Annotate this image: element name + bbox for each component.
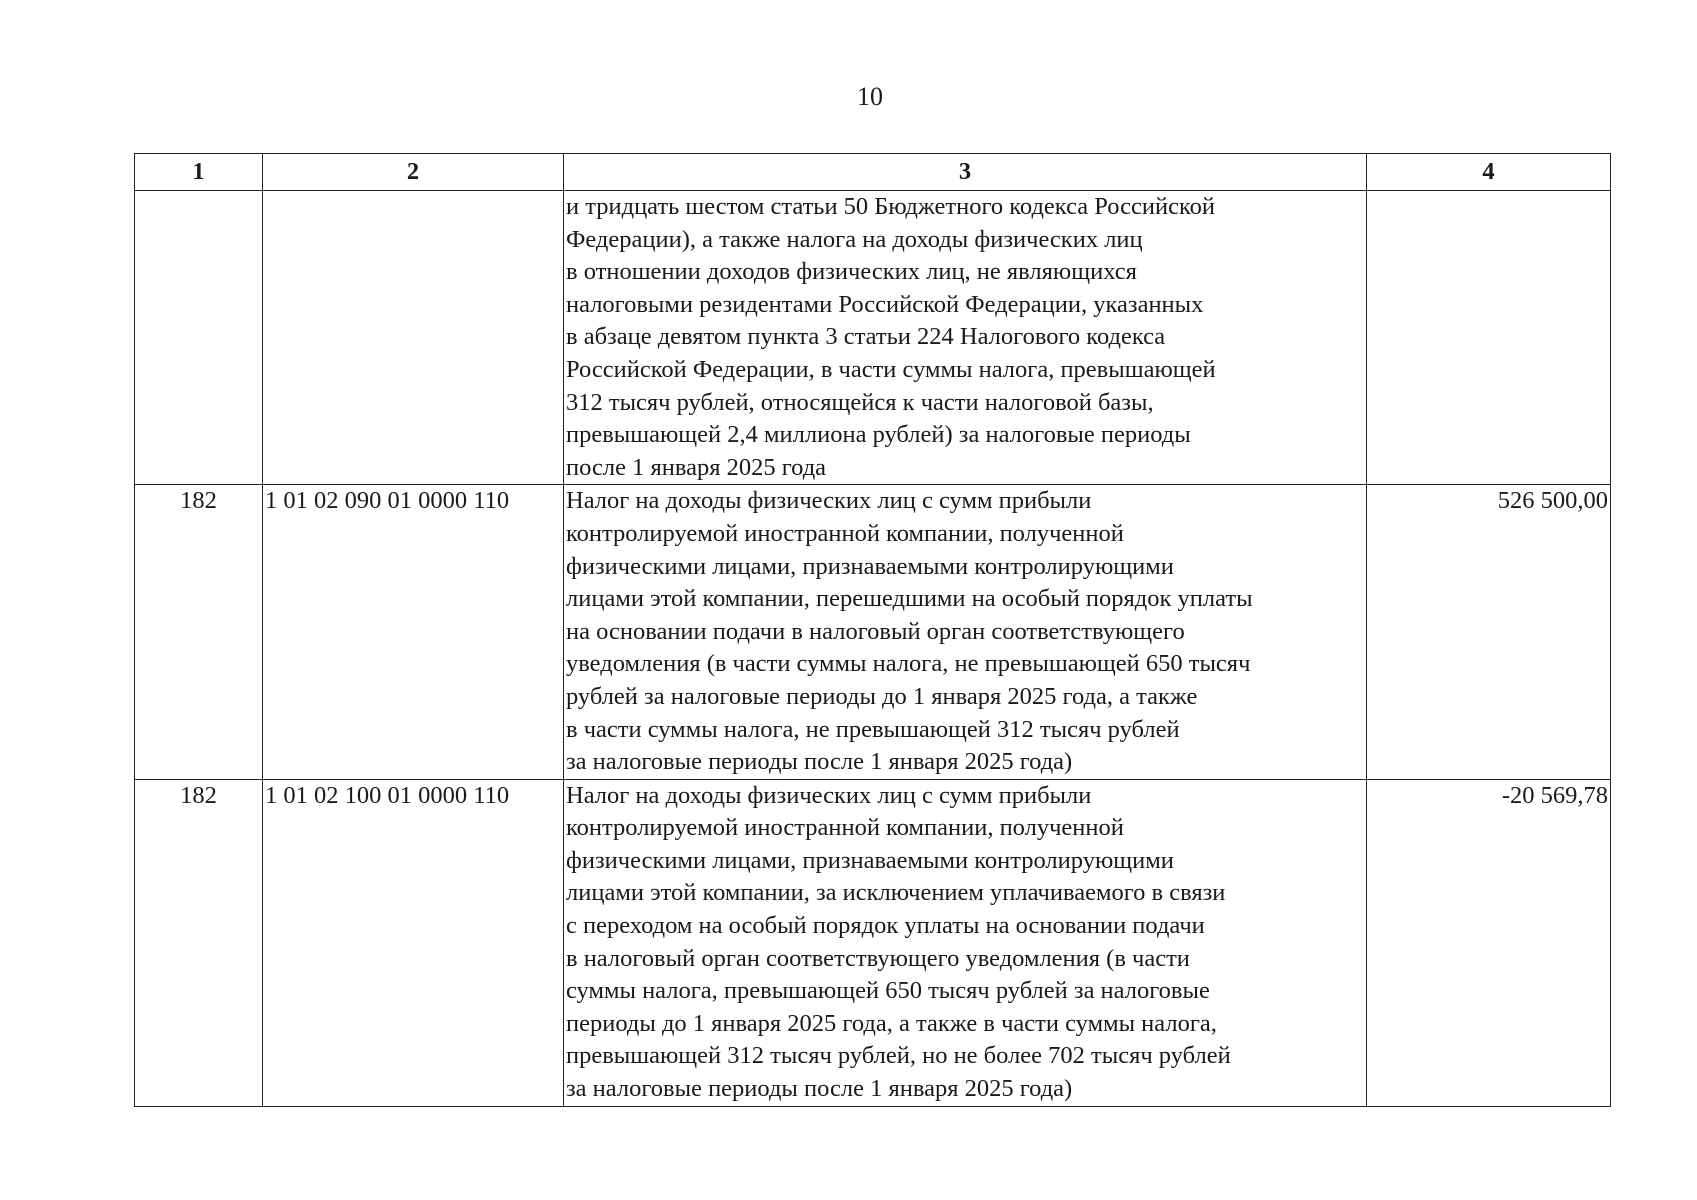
description-line: в отношении доходов физических лиц, не являющихся — [566, 258, 1137, 286]
description-line: в части суммы налога, не превышающей 312 тысяч рублей — [566, 715, 1180, 743]
amount-cell — [1367, 191, 1611, 485]
description-line: в налоговый орган соответствующего уведомления (в части — [566, 944, 1190, 972]
description-line: Налог на доходы физических лиц с сумм прибыли — [566, 487, 1092, 515]
budget-table — [134, 153, 1611, 1107]
description-line: 312 тысяч рублей, относящейся к части налоговой базы, — [566, 388, 1154, 416]
description-cell — [564, 191, 1367, 485]
description-line: с переходом на особый порядок уплаты на основании подачи — [566, 912, 1205, 940]
description-line: рублей за налоговые периоды до 1 января 2025 года, а также — [566, 682, 1198, 710]
description-line: Российской Федерации, в части суммы налога, превышающей — [566, 355, 1216, 383]
header-col-3: 3 — [564, 154, 1367, 191]
description-line: Налог на доходы физических лиц с сумм прибыли — [566, 781, 1092, 809]
table-row — [135, 485, 1611, 779]
description-cell — [564, 485, 1367, 779]
amount-cell: -20 569,78 — [1367, 779, 1611, 1106]
description-line: физическими лицами, признаваемыми контролирующими — [566, 552, 1174, 580]
table-row — [135, 191, 1611, 485]
description-line: лицами этой компании, за исключением уплачиваемого в связи — [566, 879, 1226, 907]
amount-cell: 526 500,00 — [1367, 485, 1611, 779]
table-row — [135, 779, 1611, 1106]
table-header-row — [135, 154, 1611, 191]
description-line: периоды до 1 января 2025 года, а также в части суммы налога, — [566, 1009, 1217, 1037]
description-line: физическими лицами, признаваемыми контролирующими — [566, 846, 1174, 874]
description-line: превышающей 2,4 миллиона рублей) за налоговые периоды — [566, 421, 1191, 449]
header-col-1: 1 — [135, 154, 263, 191]
description-line: за налоговые периоды после 1 января 2025 года) — [566, 1075, 1073, 1103]
kbk-code-cell — [263, 191, 564, 485]
description-line: за налоговые периоды после 1 января 2025 года) — [566, 748, 1073, 776]
admin-code-cell — [135, 191, 263, 485]
kbk-code-cell: 1 01 02 100 01 0000 110 — [263, 779, 564, 1106]
description-cell — [564, 779, 1367, 1106]
description-line: превышающей 312 тысяч рублей, но не более 702 тысяч рублей — [566, 1042, 1231, 1070]
description-line: лицами этой компании, перешедшими на особый порядок уплаты — [566, 585, 1253, 613]
page-number: 10 — [857, 82, 883, 111]
description-line: налоговыми резидентами Российской Федерации, указанных — [566, 290, 1204, 318]
header-col-4: 4 — [1367, 154, 1611, 191]
description-line: суммы налога, превышающей 650 тысяч рублей за налоговые — [566, 977, 1210, 1005]
description-line: после 1 января 2025 года — [566, 453, 827, 481]
description-line: в абзаце девятом пункта 3 статьи 224 Налогового кодекса — [566, 323, 1166, 351]
description-line: контролируемой иностранной компании, полученной — [566, 814, 1124, 842]
description-line: контролируемой иностранной компании, полученной — [566, 519, 1124, 547]
admin-code-cell: 182 — [135, 485, 263, 779]
description-line: и тридцать шестом статьи 50 Бюджетного кодекса Российской — [566, 193, 1216, 220]
description-line: Федерации), а также налога на доходы физических лиц — [566, 225, 1143, 253]
description-line: уведомления (в части суммы налога, не превышающей 650 тысяч — [566, 650, 1251, 678]
admin-code-cell: 182 — [135, 779, 263, 1106]
description-line: на основании подачи в налоговый орган соответствующего — [566, 617, 1185, 645]
header-col-2: 2 — [263, 154, 564, 191]
kbk-code-cell: 1 01 02 090 01 0000 110 — [263, 485, 564, 779]
